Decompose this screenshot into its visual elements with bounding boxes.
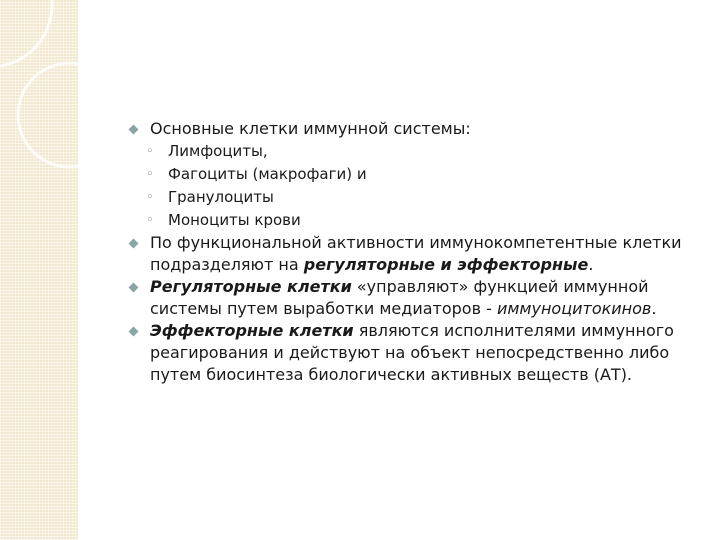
sub-item: ◦ Моноциты крови	[146, 209, 693, 232]
diamond-bullet-icon	[129, 283, 139, 293]
bullet-cells-list	[128, 118, 693, 140]
slide-content	[128, 118, 693, 386]
bullet-effector-cells: Эффекторные клетки являются исполнителями иммунного реагирования и действуют на объект непосредственно либо путем биосинтеза биологически активных веществ (АТ).	[128, 320, 693, 386]
bullet-text: Основные клетки иммунной системы:	[150, 119, 471, 138]
diamond-bullet-icon	[129, 125, 139, 135]
decorative-circles	[0, 0, 78, 540]
sub-item: ◦ Лимфоциты,	[146, 140, 693, 163]
circle-bullet-icon: ◦	[146, 190, 154, 205]
diamond-bullet-icon	[129, 327, 139, 337]
sub-item: ◦ Фагоциты (макрофаги) и	[146, 163, 693, 186]
sub-list	[128, 140, 693, 232]
bullet-regulatory-cells: Регуляторные клетки «управляют» функцией иммунной системы путем выработки медиаторов - иммуноцитокинов.	[128, 276, 693, 320]
sub-item: ◦ Гранулоциты	[146, 186, 693, 209]
circle-bullet-icon: ◦	[146, 167, 154, 182]
circle-bullet-icon: ◦	[146, 144, 154, 159]
circle-bullet-icon: ◦	[146, 213, 154, 228]
diamond-bullet-icon	[129, 239, 139, 249]
bullet-functional-activity: По функциональной активности иммунокомпетентные клетки подразделяют на регуляторные и эффекторные.	[128, 232, 693, 276]
decorative-side-band	[0, 0, 78, 540]
